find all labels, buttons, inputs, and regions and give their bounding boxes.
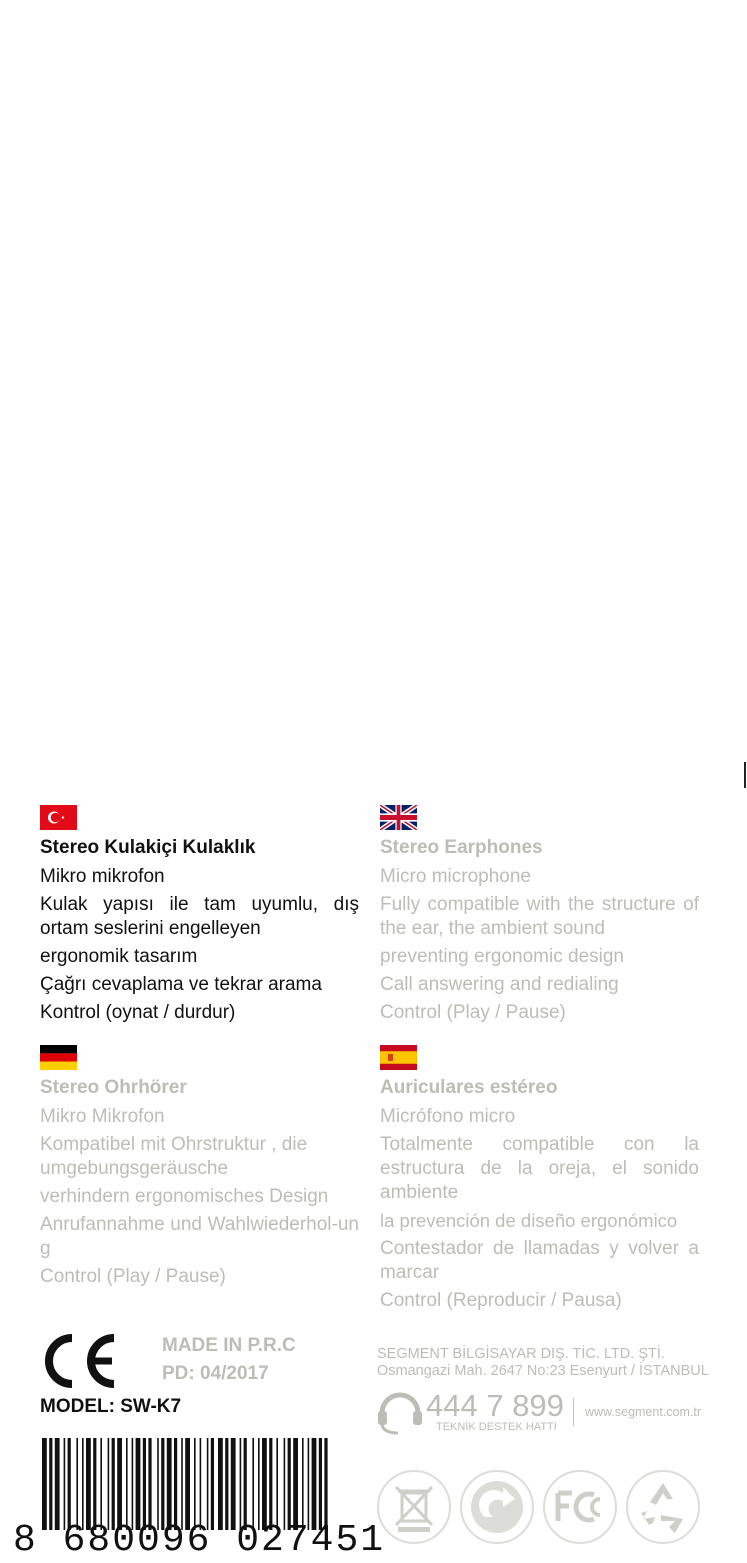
flag-uk-icon: [380, 805, 417, 835]
barcode-bar: [68, 1438, 71, 1530]
barcode-bar: [269, 1438, 272, 1530]
barcode-bar: [126, 1438, 128, 1530]
barcode-bar: [312, 1438, 317, 1530]
barcode-bar: [231, 1438, 236, 1530]
barcode-bar: [293, 1438, 298, 1530]
green-dot-icon: [459, 1469, 535, 1550]
flag-spain-icon: [380, 1045, 417, 1075]
section-title: Stereo Earphones: [380, 837, 543, 858]
barcode-bar: [302, 1438, 304, 1530]
feature-line: Control (Play / Pause): [380, 1002, 566, 1023]
barcode-bar: [258, 1438, 260, 1530]
ce-mark-icon: [38, 1332, 118, 1395]
section-turkish: [40, 837, 359, 1029]
production-date: PD: 04/2017: [162, 1363, 269, 1384]
feature-line: Control (Play / Pause): [40, 1266, 226, 1287]
barcode-bar: [76, 1438, 78, 1530]
website: www.segment.com.tr: [585, 1405, 702, 1419]
barcode-bar: [117, 1438, 122, 1530]
section-title: Auriculares estéreo: [380, 1077, 558, 1098]
crop-mark: [744, 762, 746, 788]
made-in-label: MADE IN P.R.C: [162, 1335, 296, 1356]
barcode-bar: [108, 1438, 110, 1530]
barcode-bar: [174, 1438, 177, 1530]
barcode-bar: [49, 1438, 52, 1530]
headset-icon: [376, 1387, 424, 1440]
barcode-bar: [42, 1438, 47, 1530]
flag-turkey-icon: [40, 805, 77, 835]
barcode-bar: [244, 1438, 247, 1530]
feature-line: Anrufannahme und Wahlwiederhol-ung: [40, 1214, 359, 1259]
feature-line: Totalmente compatible con la estructura de la oreja, el sonido ambiente: [380, 1134, 699, 1203]
barcode-bar: [181, 1438, 183, 1530]
feature-line: Fully compatible with the structure of the ear, the ambient sound: [380, 894, 699, 939]
flag-germany-icon: [40, 1045, 77, 1075]
feature-line: Kulak yapısı ile tam uyumlu, dış ortam seslerini engelleyen: [40, 894, 359, 939]
support-phone: 444 7 899: [426, 1388, 564, 1423]
feature-line: Kompatibel mit Ohrstruktur , die umgebungsgeräusche: [40, 1134, 308, 1179]
barcode-bar: [148, 1438, 151, 1530]
feature-line: Control (Reproducir / Pausa): [380, 1290, 622, 1311]
barcode-bar: [225, 1438, 228, 1530]
feature-line: preventing ergonomic design: [380, 946, 624, 967]
barcode-bar: [211, 1438, 214, 1530]
barcode-bar: [324, 1438, 327, 1530]
section-title: Stereo Kulakiçi Kulaklık: [40, 837, 256, 858]
feature-line: verhindern ergonomisches Design: [40, 1186, 329, 1207]
barcode-bar: [194, 1438, 196, 1530]
support-label: TEKNİK DESTEK HATTI: [436, 1421, 557, 1433]
section-title: Stereo Ohrhörer: [40, 1077, 187, 1098]
feature-line: Kontrol (oynat / durdur): [40, 1002, 236, 1023]
divider: [573, 1398, 574, 1426]
feature-line: Micro microphone: [380, 866, 531, 887]
fcc-icon: [542, 1469, 618, 1550]
barcode-bar: [200, 1438, 202, 1530]
section-english: [380, 837, 699, 1029]
feature-line: Mikro mikrofon: [40, 866, 165, 887]
model-number: MODEL: SW-K7: [40, 1396, 182, 1417]
barcode-bar: [136, 1438, 141, 1530]
section-german: [40, 1077, 359, 1293]
barcode-bar: [319, 1438, 322, 1530]
barcode-bar: [112, 1438, 115, 1530]
barcode-bar: [82, 1438, 84, 1530]
barcode-bar: [55, 1438, 60, 1530]
barcode-bar: [308, 1438, 310, 1530]
recycle-icon: [625, 1469, 701, 1550]
barcode-bar: [218, 1438, 223, 1530]
company-address: Osmangazi Mah. 2647 No:23 Esenyurt / İSTANBUL: [377, 1363, 709, 1379]
weee-bin-icon: [376, 1469, 452, 1550]
barcode-bar: [93, 1438, 96, 1530]
barcode-bar: [167, 1438, 172, 1530]
barcode-bar: [240, 1438, 242, 1530]
barcode-bar: [143, 1438, 146, 1530]
barcode-bar: [276, 1438, 278, 1530]
barcode-bar: [132, 1438, 134, 1530]
barcode-bar: [64, 1438, 66, 1530]
feature-line: Mikro Mikrofon: [40, 1106, 165, 1127]
barcode-bar: [185, 1438, 190, 1530]
barcode-digits: 8 680096 027451: [13, 1519, 386, 1562]
company-name: SEGMENT BİLGİSAYAR DIŞ. TİC. LTD. ŞTİ.: [377, 1346, 665, 1362]
feature-line: Call answering and redialing: [380, 974, 619, 995]
barcode-bar: [262, 1438, 267, 1530]
feature-line: la prevención de diseño ergonómico: [380, 1210, 678, 1231]
barcode-bar: [157, 1438, 159, 1530]
barcode-bar: [100, 1438, 102, 1530]
feature-line: Contestador de llamadas y volver a marcar: [380, 1238, 699, 1283]
barcode-bar: [284, 1438, 286, 1530]
barcode-bar: [252, 1438, 254, 1530]
feature-line: Çağrı cevaplama ve tekrar arama: [40, 974, 322, 995]
section-spanish: [380, 1077, 702, 1317]
barcode-bar: [288, 1438, 291, 1530]
feature-line: Micrófono micro: [380, 1106, 516, 1127]
barcode-bar: [86, 1438, 91, 1530]
feature-line: ergonomik tasarım: [40, 946, 198, 967]
barcode-bar: [161, 1438, 164, 1530]
barcode-bar: [207, 1438, 209, 1530]
